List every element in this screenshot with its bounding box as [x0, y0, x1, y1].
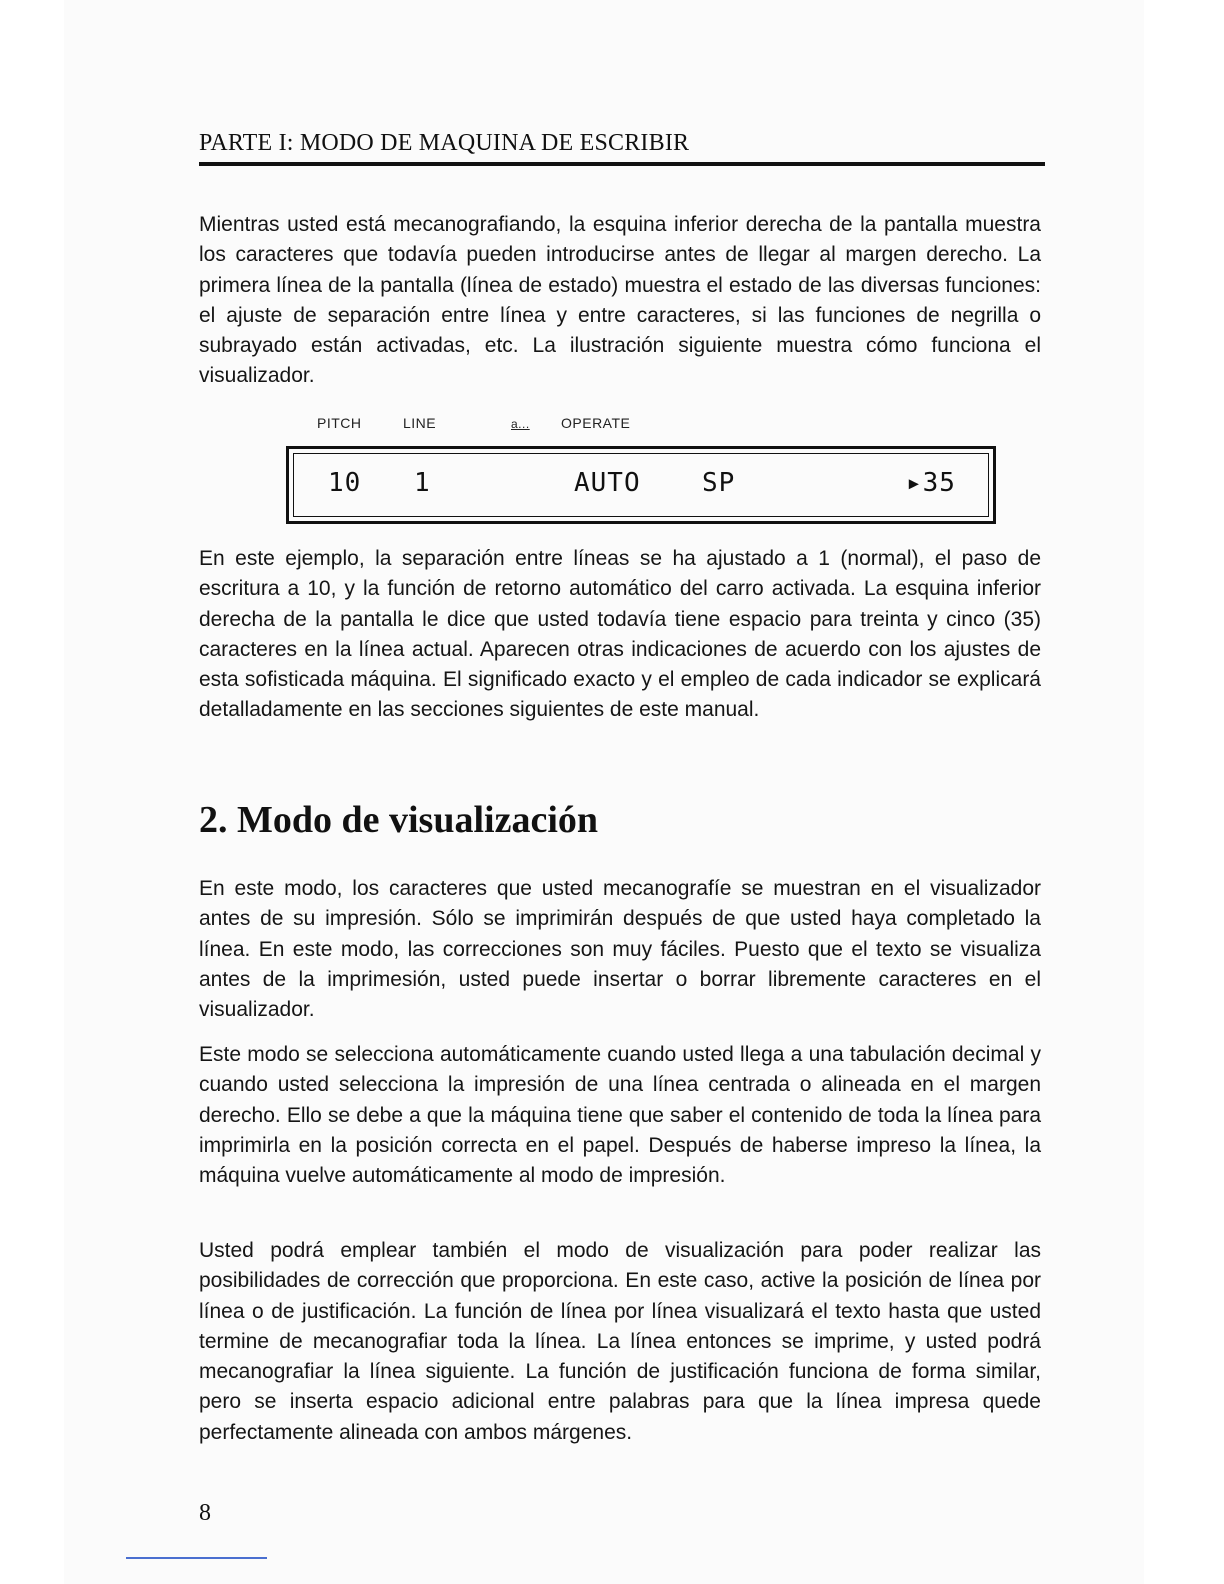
label-operate: OPERATE	[561, 415, 631, 431]
page-number: 8	[199, 1500, 211, 1526]
corner-line	[126, 1557, 267, 1559]
running-header: PARTE I: MODO DE MAQUINA DE ESCRIBIR	[199, 130, 690, 156]
section-heading: 2. Modo de visualización	[199, 799, 599, 841]
label-auto: a...	[511, 417, 530, 431]
paragraph-intro: Mientras usted está mecanografiando, la esquina inferior derecha de la pantalla muestra los caracteres que todavía pueden introducirse antes de llegar al margen derecho. La primera línea de la pantalla (línea de estado) muestra el estado de las diversas funciones: el ajuste de separación entre línea y entre caracteres, si las funciones de negrilla o subrayado están activadas, etc. La ilustración siguiente muestra cómo funciona el visualizador.	[199, 213, 1041, 388]
display-illustration	[286, 446, 996, 524]
label-pitch: PITCH	[317, 415, 362, 431]
lcd-pitch-value: 10	[328, 468, 362, 498]
paragraph-mode-use: Usted podrá emplear también el modo de visualización para poder realizar las posibilidades de corrección que proporciona. En este caso, active la posición de línea por línea o de justificación. La función de línea por línea visualizará el texto hasta que usted termine de mecanografiar toda la línea. La línea entonces se imprime, y usted podrá mecanografiar la línea siguiente. La función de justificación funciona de forma similar, pero se inserta espacio adicional entre palabras para que la línea impresa quede perfectamente alineada con ambos márgenes.	[199, 1239, 1041, 1444]
lcd-remaining-value: ▸35	[906, 468, 956, 498]
label-line: LINE	[403, 415, 437, 431]
display-inner-frame	[293, 453, 989, 517]
lcd-mode-value: SP	[702, 468, 736, 498]
lcd-line-value: 1	[414, 468, 431, 498]
paragraph-example: En este ejemplo, la separación entre líneas se ha ajustado a 1 (normal), el paso de escritura a 10, y la función de retorno automático del carro activada. La esquina inferior derecha de la pantalla le dice que usted todavía tiene espacio para treinta y cinco (35) caracteres en la línea actual. Aparecen otras indicaciones de acuerdo con los ajustes de esta sofisticada máquina. El significado exacto y el empleo de cada indicador se explicará detalladamente en las secciones siguientes de este manual.	[199, 547, 1041, 722]
paragraph-mode-intro: En este modo, los caracteres que usted mecanografíe se muestran en el visualizador antes de su impresión. Sólo se imprimirán después de que usted haya completado la línea. En este modo, las correcciones son muy fáciles. Puesto que el texto se visualiza antes de la imprimesión, usted puede insertar o borrar libremente caracteres en el visualizador.	[199, 877, 1041, 1022]
paragraph-mode-auto: Este modo se selecciona automáticamente cuando usted llega a una tabulación decimal y cuando usted selecciona la impresión de una línea centrada o alineada en el margen derecho. Ello se debe a que la máquina tiene que saber el contenido de toda la línea para imprimirla en la posición correcta en el papel. Después de haberse impreso la línea, la máquina vuelve automáticamente al modo de impresión.	[199, 1043, 1041, 1188]
lcd-auto-value: AUTO	[574, 468, 641, 498]
display-labels	[0, 415, 1224, 435]
header-rule	[199, 162, 1045, 166]
